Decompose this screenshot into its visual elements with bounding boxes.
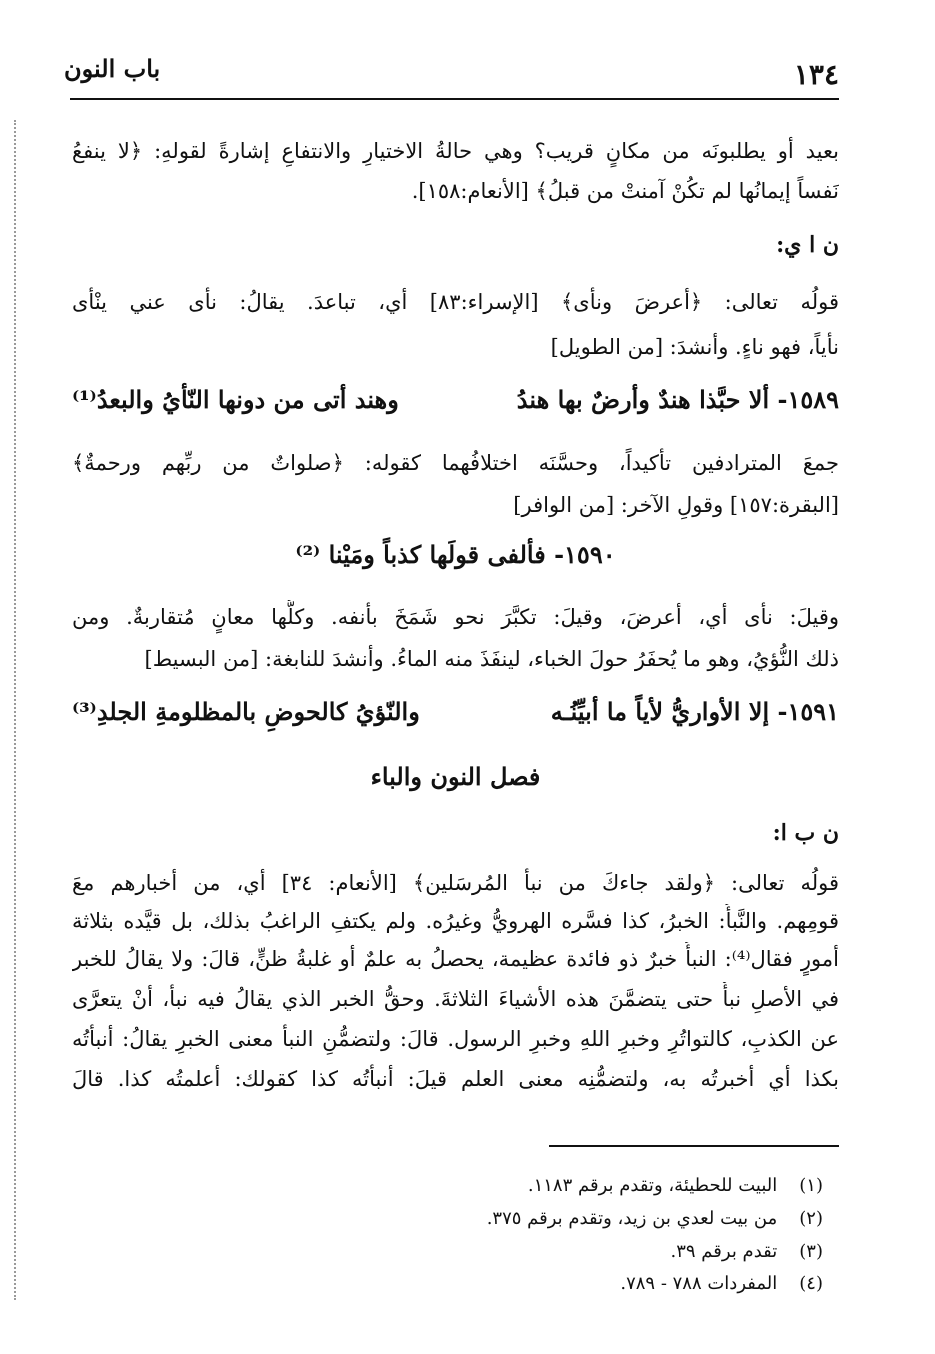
footnote-number: (١): [799, 1175, 823, 1196]
root-heading-nay: ن ا ي:: [776, 232, 839, 258]
footnote-2: [487, 1205, 823, 1233]
verse-1590: ١٥٩٠- فألفى قولَها كذباً ومَيْنا ⁽²⁾: [295, 540, 616, 569]
paragraph-line: بكذا أي أخبرتُه به، ولتضمُّنِه معنى العلم قيلَ: أنبأتُه كذا كقولك: أعلمتُه كذا. قالَ: [72, 1067, 839, 1091]
paragraph-line: بعيد أو يطلبونَه من مكانٍ قريب؟ وهي حالةُ الاختيارِ والانتفاعِ إشارةً لقولهِ: ﴿لا ينفعُ: [72, 139, 839, 163]
verse-first-hemistich: ١٥٩١- إلا الأواريُّ لأياً ما أبيِّنُـه: [550, 697, 839, 726]
paragraph-line: عن الكذبِ، كالتواتُرِ وخبرِ اللهِ وخبرِ الرسول. قالَ: ولتضمُّنِ النبأ معنى الخبرِ يقالُ: أنبأتُه: [72, 1027, 839, 1051]
section-title: فصل النون والباء: [370, 762, 541, 791]
footnote-text: من بيت لعدي بن زيد، وتقدم برقم ٣٧٥.: [486, 1208, 778, 1229]
paragraph-line: وقيلَ: نأى أي، أعرضَ، وقيلَ: تكبَّرَ نحو شَمَخَ بأنفه. وكلُّها معانٍ مُتقاربةٌ. ومن: [72, 605, 839, 629]
footnote-4: [620, 1270, 823, 1298]
paragraph-line: [البقرة:١٥٧] وقولِ الآخر: [من الوافر]: [513, 493, 839, 517]
paragraph-line: نَفساً إيمانُها لم تكُنْ آمنتْ من قبلُ﴾ [الأنعام:١٥٨].: [411, 179, 839, 203]
verse-first-hemistich: ١٥٨٩- ألا حبَّذا هندٌ وأرضٌ بها هندُ: [516, 385, 839, 414]
paragraph-line: جمعَ المترادفين تأكيداً، وحسَّنَه اختلافُهما كقوله: ﴿صلواتٌ من ربِّهم ورحمةٌ﴾: [72, 451, 839, 475]
paragraph-line: قولُه تعالى: ﴿أعرضَ ونأى﴾ [الإسراء:٨٣] أي، تباعدَ. يقالُ: نأى عني ينْأى: [72, 290, 839, 314]
header-rule: [70, 98, 839, 100]
verse-1589: [72, 380, 839, 420]
footnote-rule: [549, 1145, 839, 1147]
footnote-text: البيت للحطيئة، وتقدم برقم ١١٨٣.: [527, 1175, 778, 1196]
paragraph-line: في الأصلِ نبأٌ حتى يتضمَّنَ هذه الأشياءَ الثلاثةَ. وحقُّ الخبر الذي يقالُ فيه نبأ، أنْ يتعرَّى: [72, 987, 839, 1011]
verse-second-hemistich: والنّؤيُ كالحوضِ بالمظلومةِ الجلدِ⁽³⁾: [72, 697, 420, 726]
paragraph-line: نأياً، فهو ناءٍ. وأنشدَ: [من الطويل]: [550, 335, 839, 359]
footnote-3: [671, 1238, 824, 1266]
paragraph-line: قولُه تعالى: ﴿ولقد جاءكَ من نبأ المُرسَلين﴾ [الأنعام: ٣٤] أي، من أخبارهم معَ: [72, 871, 839, 895]
paragraph-line: ذلك النُّؤيُ، وهو ما يُحفَرُ حولَ الخباء، لينفَذَ منه الماءُ. وأنشدَ للنابغة: [من البسيط]: [144, 647, 839, 671]
footnote-number: (٣): [799, 1241, 823, 1262]
paragraph-line: أمورٍ فقال⁽⁴⁾: النبأُ خبرٌ ذو فائدة عظيمة، يحصلُ به علمٌ أو غلبةُ ظنٍّ، قالَ: ولا يقالُ للخبر: [72, 947, 839, 971]
footnote-1: [528, 1172, 823, 1200]
footnote-number: (٤): [799, 1273, 823, 1294]
footnote-text: تقدم برقم ٣٩.: [670, 1241, 778, 1262]
root-heading-nba: ن ب ا:: [772, 820, 839, 846]
page-edge-shadow: [14, 120, 19, 1300]
chapter-title: باب النون: [64, 54, 161, 83]
footnote-text: المفردات ٧٨٨ - ٧٨٩.: [620, 1273, 778, 1294]
page-number: ١٣٤: [793, 58, 839, 91]
paragraph-line: قومِهم. والنَّبأُ: الخبرُ، كذا فسَّره الهرويُّ وغيرُه. ولم يكتفِ الراغبُ بذلك، بل قيَّده بثلاثة: [72, 909, 839, 933]
verse-second-hemistich: وهند أتى من دونها النّأيُ والبعدُ⁽¹⁾: [72, 385, 399, 414]
verse-1591: [72, 692, 839, 732]
footnote-number: (٢): [799, 1208, 823, 1229]
